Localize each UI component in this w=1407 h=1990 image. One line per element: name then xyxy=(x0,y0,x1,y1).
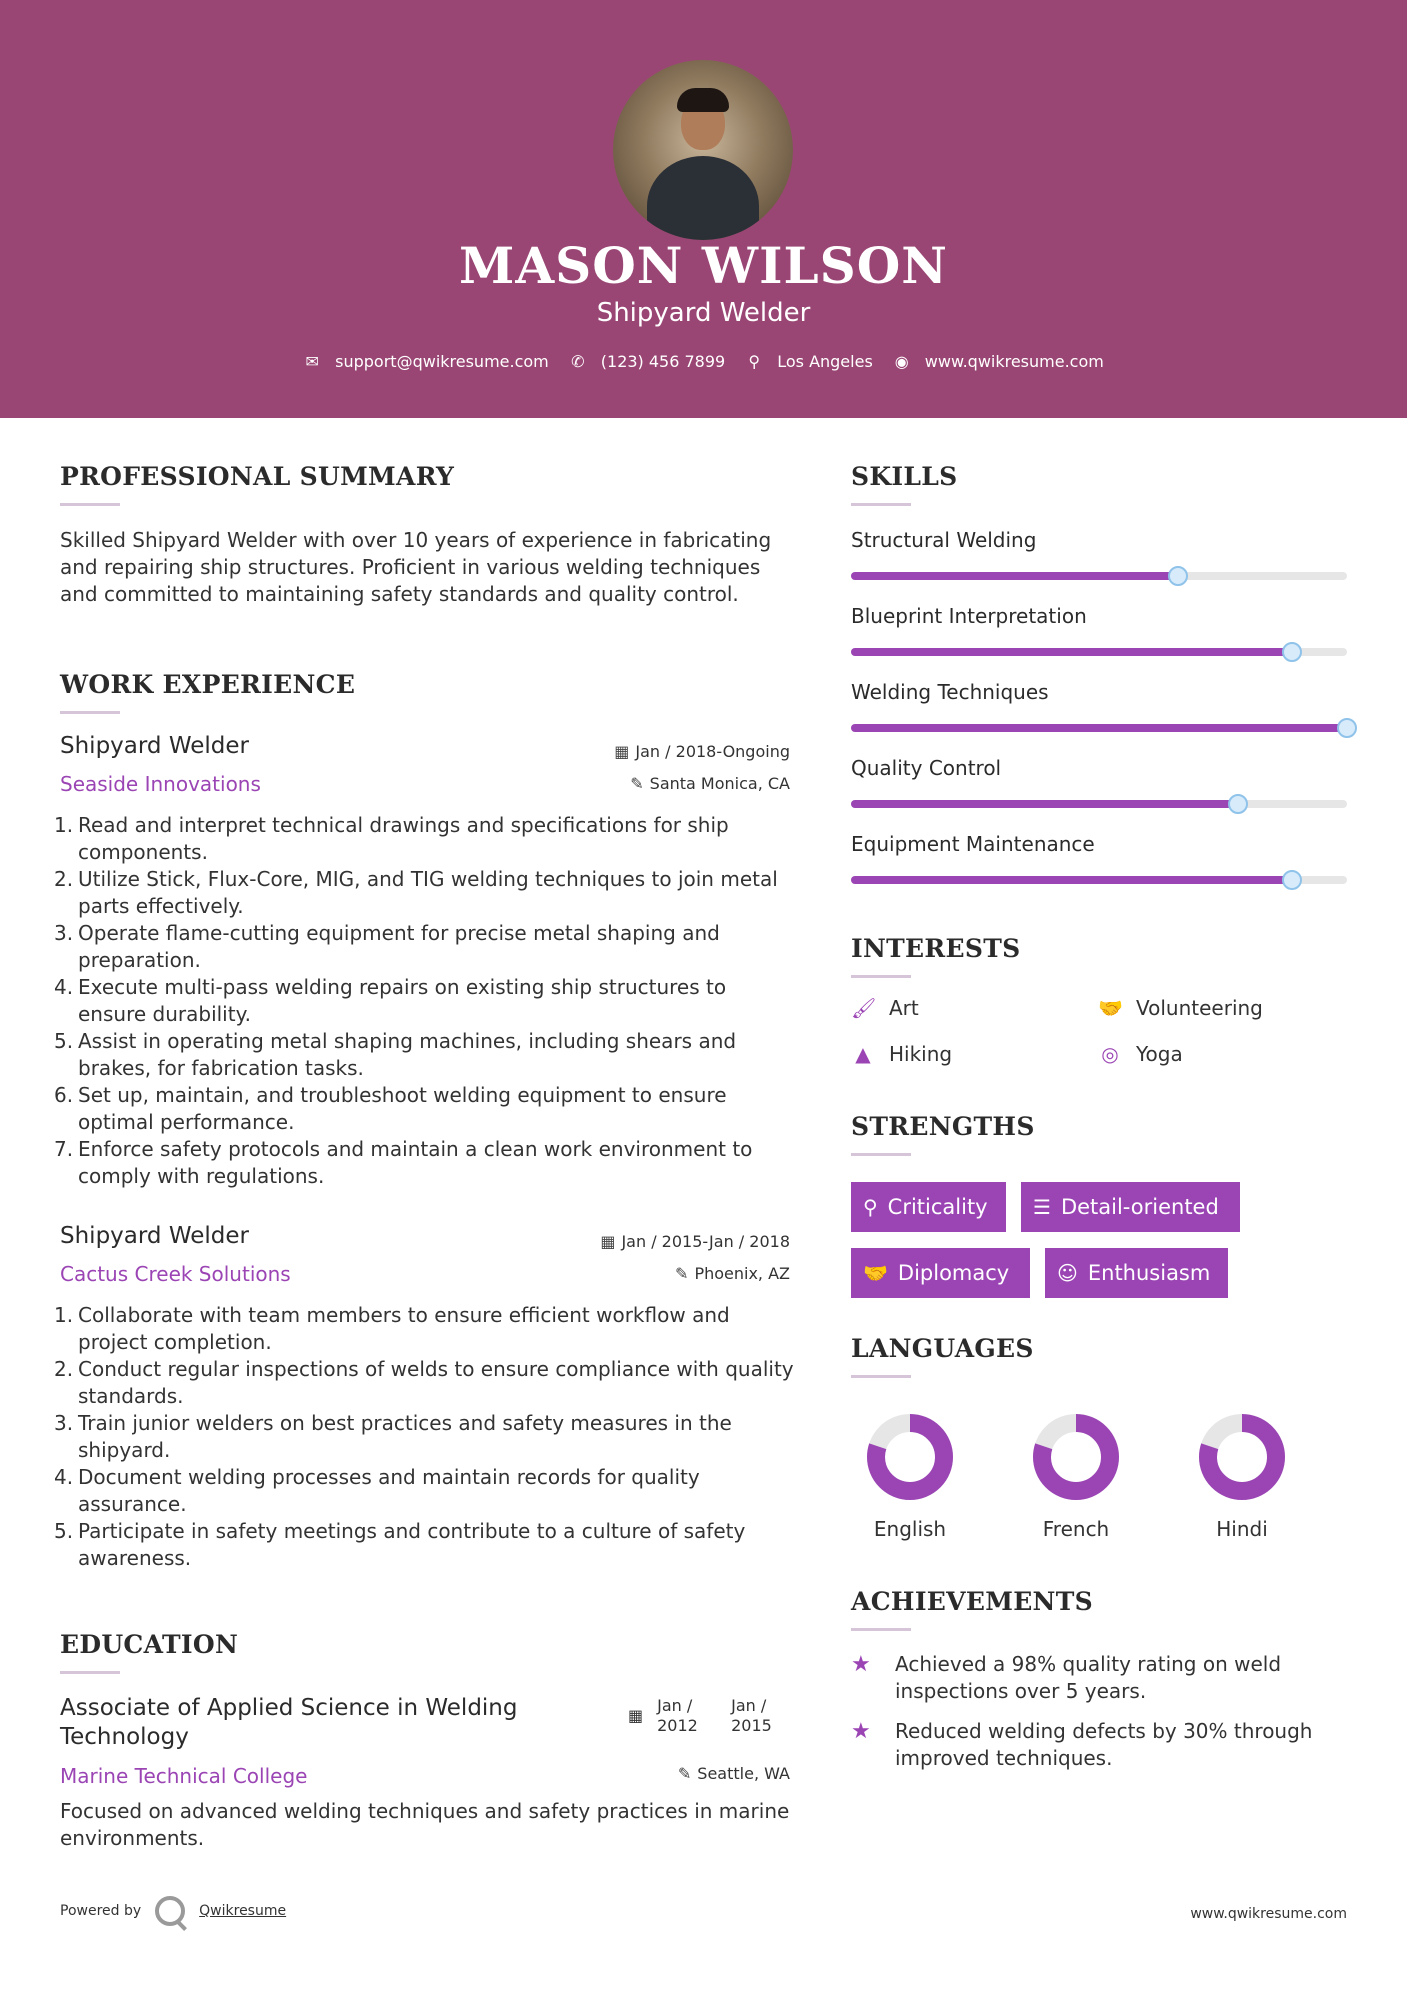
skill-bar-fill xyxy=(851,800,1238,808)
pushpin-icon: ✎ xyxy=(677,1764,692,1783)
job-responsibilities xyxy=(54,812,800,1190)
list-item: 3. Operate flame-cutting equipment for precise metal shaping and preparation. xyxy=(54,921,720,972)
language-donut xyxy=(866,1413,954,1501)
pushpin-icon: ✎ xyxy=(675,1264,689,1283)
skills-heading: SKILLS xyxy=(851,462,958,491)
degree-title: Associate of Applied Science in Welding Technology xyxy=(60,1695,518,1750)
strength-chip: ☰ Detail-oriented xyxy=(1021,1182,1240,1232)
skill-bar-knob xyxy=(1337,718,1357,738)
skill-bar-fill xyxy=(851,648,1292,656)
language-label: English xyxy=(873,1517,947,1541)
list-item: 4. Execute multi-pass welding repairs on existing ship structures to ensure durability. xyxy=(54,975,727,1026)
pushpin-icon: ✎ xyxy=(630,774,644,793)
job-title: Shipyard Welder xyxy=(60,1223,249,1249)
resume-header xyxy=(0,0,1407,418)
skill-bar xyxy=(851,724,1347,732)
list-item: 1. Read and interpret technical drawings and specifications for ship components. xyxy=(54,813,729,864)
summary-text: Skilled Shipyard Welder with over 10 years of experience in fabricating and repairing ship structures. Proficient in various welding techniques and committed to maintaining safety standards and quality control. xyxy=(60,528,772,606)
interests-heading: INTERESTS xyxy=(851,934,1021,963)
section-divider xyxy=(851,975,911,978)
education-heading: EDUCATION xyxy=(60,1630,239,1659)
skill-label: Structural Welding xyxy=(851,528,1037,552)
skill-label: Blueprint Interpretation xyxy=(851,604,1087,628)
globe-icon: ◉ xyxy=(894,352,909,371)
list-item: 7. Enforce safety protocols and maintain a clean work environment to comply with regulations. xyxy=(54,1137,753,1188)
interest-item: 🤝 Volunteering xyxy=(1098,996,1263,1020)
paintbrush-icon: 🖌 xyxy=(851,996,877,1020)
list-item: 2. Conduct regular inspections of welds to ensure compliance with quality standards. xyxy=(54,1357,794,1408)
language-label: Hindi xyxy=(1216,1517,1268,1541)
skill-bar-fill xyxy=(851,724,1347,732)
list-item: 3. Train junior welders on best practices and safety measures in the shipyard. xyxy=(54,1411,732,1462)
job-company: Seaside Innovations xyxy=(60,772,261,796)
section-divider xyxy=(60,1671,120,1674)
contact-email[interactable]: ✉ support@qwikresume.com xyxy=(303,352,549,371)
smile-icon: ☺ xyxy=(1057,1261,1078,1285)
job-company: Cactus Creek Solutions xyxy=(60,1262,291,1286)
strength-chip: 🤝 Diplomacy xyxy=(851,1248,1030,1298)
skill-bar-knob xyxy=(1168,566,1188,586)
contact-location: ⚲ Los Angeles xyxy=(745,352,873,371)
language-label: French xyxy=(1042,1517,1110,1541)
section-divider xyxy=(60,711,120,714)
skill-bar xyxy=(851,800,1347,808)
section-divider xyxy=(60,503,120,506)
star-icon: ★ xyxy=(851,1719,871,1744)
handshake-icon: 🤝 xyxy=(1098,996,1123,1020)
list-item: 2. Utilize Stick, Flux-Core, MIG, and TIG welding techniques to join metal parts effectively. xyxy=(54,867,778,918)
list-item: 5. Participate in safety meetings and contribute to a culture of safety awareness. xyxy=(54,1519,746,1570)
language-item xyxy=(860,1413,960,1541)
strengths-heading: STRENGTHS xyxy=(851,1112,1035,1141)
list-icon: ☰ xyxy=(1033,1195,1051,1219)
search-icon: ⚲ xyxy=(863,1195,878,1219)
job-title: Shipyard Welder xyxy=(60,733,249,759)
job-location: ✎ Santa Monica, CA xyxy=(630,774,790,793)
star-icon: ★ xyxy=(851,1652,871,1677)
section-divider xyxy=(851,503,911,506)
skill-label: Equipment Maintenance xyxy=(851,832,1095,856)
skill-bar xyxy=(851,648,1347,656)
footer-website[interactable]: www.qwikresume.com xyxy=(1190,1906,1347,1922)
education-location: ✎ Seattle, WA xyxy=(677,1764,790,1783)
education-dates: ▦ Jan / 2012 Jan / 2015 xyxy=(628,1696,772,1735)
contact-bar xyxy=(0,352,1407,371)
skill-bar-knob xyxy=(1228,794,1248,814)
job-location: ✎ Phoenix, AZ xyxy=(675,1264,790,1283)
language-donut xyxy=(1032,1413,1120,1501)
skill-bar xyxy=(851,876,1347,884)
phone-icon: ✆ xyxy=(571,352,585,371)
section-divider xyxy=(851,1375,911,1378)
map-pin-icon: ⚲ xyxy=(748,352,761,371)
contact-website[interactable]: ◉ www.qwikresume.com xyxy=(893,352,1104,371)
list-item: 4. Document welding processes and maintain records for quality assurance. xyxy=(54,1465,700,1516)
school-name: Marine Technical College xyxy=(60,1764,308,1788)
calendar-icon: ▦ xyxy=(614,742,630,761)
candidate-title: Shipyard Welder xyxy=(596,298,811,328)
skill-bar-knob xyxy=(1282,642,1302,662)
tree-icon: ▲ xyxy=(855,1042,871,1066)
lifebuoy-icon: ◎ xyxy=(1101,1042,1119,1066)
experience-heading: WORK EXPERIENCE xyxy=(60,670,356,699)
achievement-item: ★ Reduced welding defects by 30% through improved techniques. xyxy=(851,1719,1313,1770)
job-dates: ▦ Jan / 2018-Ongoing xyxy=(614,742,790,761)
list-item: 5. Assist in operating metal shaping machines, including shears and brakes, for fabrication tasks. xyxy=(54,1029,737,1080)
section-divider xyxy=(851,1628,911,1631)
achievement-item: ★ Achieved a 98% quality rating on weld inspections over 5 years. xyxy=(851,1652,1282,1703)
strength-chip: ⚲ Criticality xyxy=(851,1182,1006,1232)
education-description: Focused on advanced welding techniques and safety practices in marine environments. xyxy=(60,1799,790,1850)
list-item: 6. Set up, maintain, and troubleshoot welding equipment to ensure optimal performance. xyxy=(54,1083,727,1134)
language-donut xyxy=(1198,1413,1286,1501)
qwikresume-logo-icon xyxy=(155,1896,185,1926)
achievements-heading: ACHIEVEMENTS xyxy=(851,1587,1093,1616)
skill-bar xyxy=(851,572,1347,580)
language-item xyxy=(1026,1413,1126,1541)
calendar-icon: ▦ xyxy=(600,1232,616,1251)
skill-bar-fill xyxy=(851,572,1178,580)
footer-branding: Powered by Qwikresume xyxy=(60,1896,286,1926)
footer-brand-link[interactable]: Qwikresume xyxy=(199,1903,287,1919)
profile-photo xyxy=(613,60,793,240)
calendar-icon: ▦ xyxy=(628,1706,644,1725)
list-item: 1. Collaborate with team members to ensure efficient workflow and project completion. xyxy=(54,1303,730,1354)
skill-label: Welding Techniques xyxy=(851,680,1049,704)
envelope-icon: ✉ xyxy=(305,352,319,371)
summary-heading: PROFESSIONAL SUMMARY xyxy=(60,462,455,491)
skill-label: Quality Control xyxy=(851,756,1002,780)
job-dates: ▦ Jan / 2015-Jan / 2018 xyxy=(600,1232,790,1251)
languages-heading: LANGUAGES xyxy=(851,1334,1034,1363)
contact-phone[interactable]: ✆ (123) 456 7899 xyxy=(569,352,725,371)
interest-item: 🖌 Art xyxy=(851,996,919,1020)
skill-bar-fill xyxy=(851,876,1292,884)
language-item xyxy=(1192,1413,1292,1541)
skill-bar-knob xyxy=(1282,870,1302,890)
strength-chip: ☺ Enthusiasm xyxy=(1045,1248,1228,1298)
interest-item: ▲ Hiking xyxy=(851,1042,952,1066)
handshake-icon: 🤝 xyxy=(863,1261,888,1285)
section-divider xyxy=(851,1153,911,1156)
interest-item: ◎ Yoga xyxy=(1098,1042,1183,1066)
candidate-name: MASON WILSON xyxy=(459,236,948,295)
job-responsibilities xyxy=(54,1302,800,1572)
